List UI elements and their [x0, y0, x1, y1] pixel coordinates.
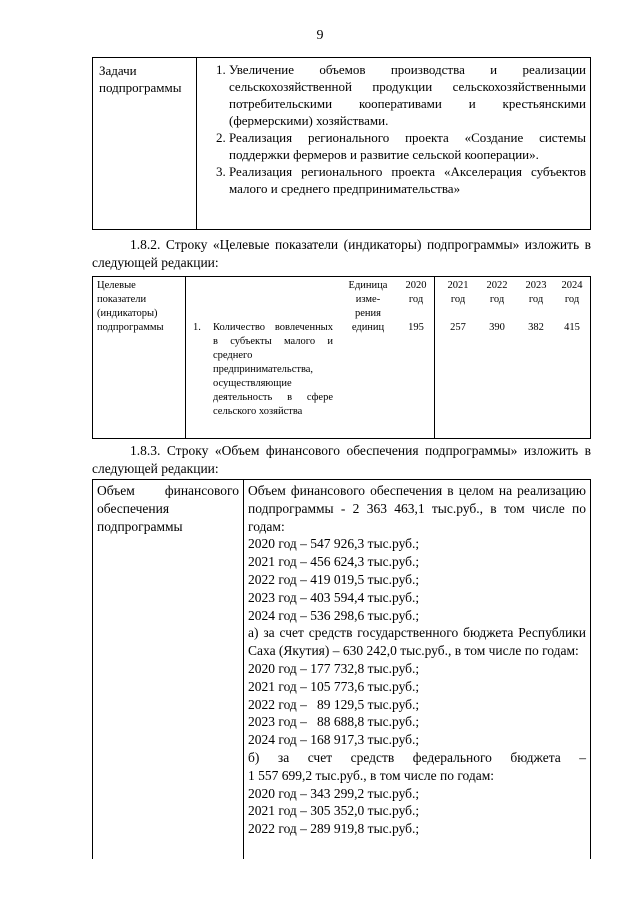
- paragraph-1-8-2: [92, 236, 591, 272]
- indicators-label: Целевые показатели (индикаторы) подпрограммы: [97, 280, 164, 333]
- year-line: 2021 год – 105 773,6 тыс.руб.;: [248, 678, 420, 694]
- financing-federal-amount: 1 557 699,2 тыс.руб., в том числе по годам:: [248, 767, 495, 783]
- financing-total: Объем финансового обеспечения в целом на реализацию подпрограммы - 2 363 463,1 тыс.руб., в том числе по годам:: [248, 483, 586, 534]
- financing-table: [92, 479, 591, 859]
- year-line: 2020 год – 343 299,2 тыс.руб.;: [248, 785, 420, 801]
- indicator-name: Количество вовлеченных в субъекты малого и среднего предпринимательства, осуществляющие деятельность в сфере сельского хозяйства: [213, 322, 333, 417]
- indicator-number: 1.: [193, 322, 201, 333]
- financing-federal: б) за счет средств федерального бюджета –: [248, 749, 586, 765]
- tasks-list: [197, 61, 590, 197]
- year-header: 2024 год: [561, 280, 583, 305]
- year-header: 2021 год: [447, 280, 469, 305]
- year-header: 2023 год: [525, 280, 547, 305]
- tasks-cell: [197, 61, 590, 197]
- year-line: 2021 год – 456 624,3 тыс.руб.;: [248, 554, 420, 570]
- year-line: 2024 год – 536 298,6 тыс.руб.;: [248, 607, 420, 623]
- task-item: 2. Реализация регионального проекта «Создание системы поддержки фермеров и развитие сельской кооперации».: [229, 129, 586, 163]
- year-line: 2022 год – 289 919,8 тыс.руб.;: [248, 821, 420, 837]
- task-item: 3. Реализация регионального проекта «Акселерация субъектов малого и среднего предпринимательства»: [229, 163, 586, 197]
- financing-cell: [244, 482, 590, 838]
- task-item: 1. Увеличение объемов производства и реализации сельскохозяйственной продукции сельскохозяйственными потребительскими кооперативами и крестьянскими (фермерскими) хозяйствами.: [229, 61, 586, 129]
- page-number: 9: [316, 28, 324, 43]
- financing-label: Объем финансового обеспечения подпрограммы: [93, 480, 244, 859]
- indicator-value: 257: [450, 322, 466, 333]
- indicator-value: 382: [528, 322, 544, 333]
- year-line: 2020 год – 177 732,8 тыс.руб.;: [248, 660, 420, 676]
- indicator-value: 390: [489, 322, 505, 333]
- tasks-label: Задачи подпрограммы: [93, 58, 197, 229]
- indicator-value: 415: [564, 322, 580, 333]
- year-line: 2021 год – 305 352,0 тыс.руб.;: [248, 803, 420, 819]
- paragraph-1-8-3: [92, 442, 591, 478]
- indicators-table: [92, 276, 591, 439]
- year-line: 2023 год – 403 594,4 тыс.руб.;: [248, 589, 420, 605]
- year-line: 2022 год – 419 019,5 тыс.руб.;: [248, 571, 420, 587]
- year-line: 2022 год – 89 129,5 тыс.руб.;: [248, 696, 420, 712]
- unit-header: Единица изме-рения: [348, 280, 388, 319]
- unit-value: единиц: [351, 322, 385, 333]
- year-header: 2022 год: [486, 280, 508, 305]
- year-header: 2020 год: [405, 280, 427, 305]
- year-line: 2023 год – 88 688,8 тыс.руб.;: [248, 714, 420, 730]
- paragraph-text: 1.8.3. Строку «Объем финансового обеспечения подпрограммы» изложить в следующей редакции:: [92, 443, 591, 476]
- year-line: 2020 год – 547 926,3 тыс.руб.;: [248, 536, 420, 552]
- year-line: 2024 год – 168 917,3 тыс.руб.;: [248, 732, 420, 748]
- financing-regional: а) за счет средств государственного бюджета Республики Саха (Якутия) – 630 242,0 тыс.руб., в том числе по годам:: [248, 625, 586, 659]
- tasks-table: [92, 57, 591, 230]
- indicator-value: 195: [408, 322, 424, 333]
- paragraph-text: 1.8.2. Строку «Целевые показатели (индикаторы) подпрограммы» изложить в следующей редакции:: [92, 237, 591, 270]
